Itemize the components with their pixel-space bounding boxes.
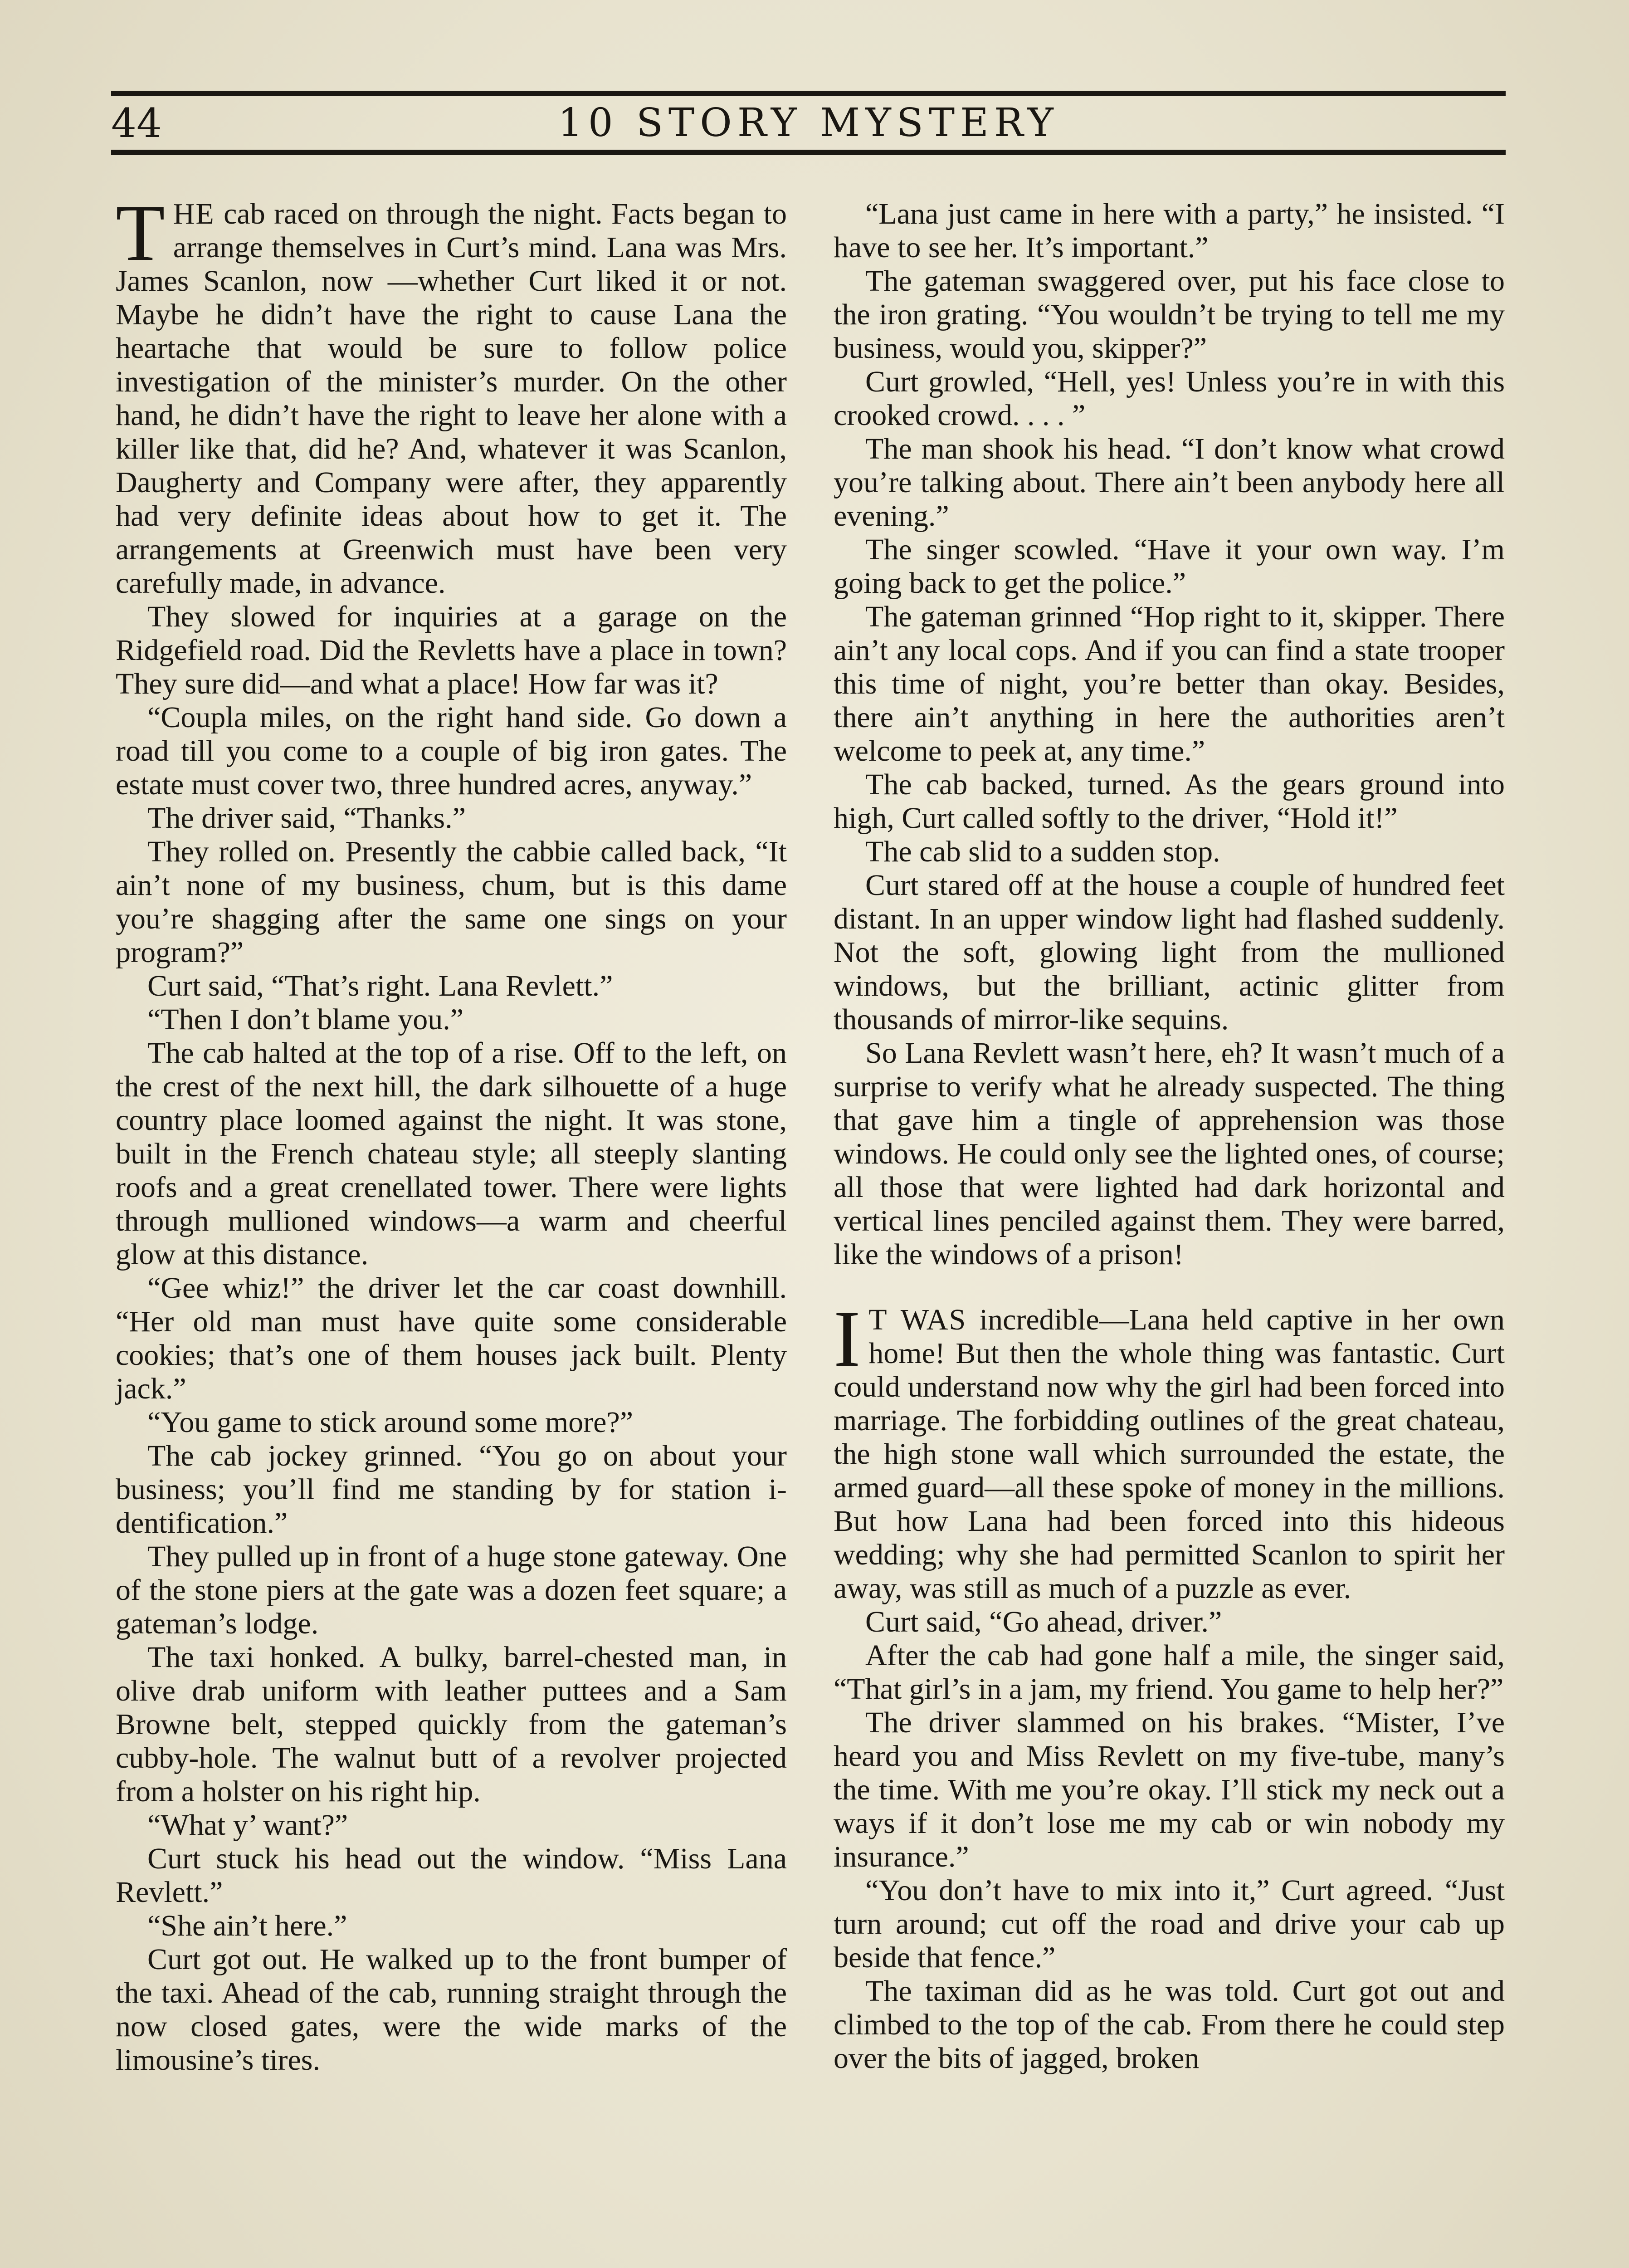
paragraph: “She ain’t here.” (147, 1909, 347, 1942)
paragraph: The cab slid to a sudden stop. (865, 835, 1220, 868)
header-bottom-rule (111, 150, 1506, 155)
paragraph: The driver said, “Thanks.” (147, 802, 466, 835)
paragraph: So Lana Revlett wasn’t here, eh? It wasn’t much of a surprise to verify what he already suspected. The thing that gave him a tingle of apprehension was those windows. He could only see the lighted ones, of course; all those that were lighted had dark horizontal and vertical lines penciled against them. They were barred, like the windows of a prison! (834, 1036, 1505, 1271)
paragraph: The driver slammed on his brakes. “Mister, I’ve heard you and Miss Revlett on my five-tube, many’s the time. With me you’re okay. I’ll stick my neck out a ways if it don’t lose me my cab or win nobody my insurance.” (834, 1706, 1505, 1873)
paragraph: The taxi honked. A bulky, barrel-chested man, in olive drab uniform with leather puttees and a Sam Browne belt, stepped quickly from the gateman’s cubby-hole. The walnut butt of a revolver projected from a holster on his right hip. (116, 1641, 787, 1808)
paragraph: “What y’ want?” (147, 1809, 348, 1842)
paragraph: The singer scowled. “Have it your own way. I’m going back to get the police.” (834, 533, 1505, 600)
header-top-rule (111, 91, 1506, 96)
paragraph: Curt said, “That’s right. Lana Revlett.” (147, 969, 613, 1002)
paragraph: “Coupla miles, on the right hand side. Go down a road till you come to a couple of big iron gates. The estate must cover two, three hundred acres, anyway.” (116, 701, 787, 801)
left-column (116, 188, 787, 2077)
right-column (834, 197, 1505, 2075)
paragraph: The man shook his head. “I don’t know what crowd you’re talking about. There ain’t been anybody here all evening.” (834, 432, 1505, 533)
paragraph: Curt stared off at the house a couple of hundred feet distant. In an upper window light had flashed suddenly. Not the soft, glowing light from the mullioned windows, but the brilliant, actinic glitter from thousands of mirror-like sequins. (834, 869, 1505, 1036)
paragraph: Curt said, “Go ahead, driver.” (865, 1605, 1222, 1638)
paragraph: The cab backed, turned. As the gears ground into high, Curt called softly to the driver, “Hold it!” (834, 768, 1505, 835)
paragraph: The cab halted at the top of a rise. Off to the left, on the crest of the next hill, the dark silhouette of a huge country place loomed against the night. It was stone, built in the French chateau style; all steeply slanting roofs and a great crenellated tower. There were lights through mullioned windows—a warm and cheerful glow at this distance. (116, 1036, 787, 1271)
paragraph: The gateman swaggered over, put his face close to the iron grating. “You wouldn’t be trying to tell me my business, would you, skipper?” (834, 264, 1505, 365)
paragraph: The taximan did as he was told. Curt got out and climbed to the top of the cab. From there he could step over the bits of jagged, broken (834, 1975, 1505, 2075)
section-drop-cap: I (834, 1294, 861, 1383)
paragraph: They pulled up in front of a huge stone gateway. One of the stone piers at the gate was a dozen feet square; a gateman’s lodge. (116, 1540, 787, 1640)
paragraph: Curt stuck his head out the window. “Miss Lana Revlett.” (116, 1842, 787, 1909)
drop-cap: T (116, 188, 165, 278)
paragraph: Curt got out. He walked up to the front bumper of the taxi. Ahead of the cab, running straight through the now closed gates, were the wide marks of the limousine’s tires. (116, 1943, 787, 2077)
paragraph: “Lana just came in here with a party,” he insisted. “I have to see her. It’s important.” (834, 197, 1505, 264)
paragraph-text: incredible—Lana held captive in her own home! But then the whole thing was fantastic. Curt could understand now why the girl had been forced into marriage. The forbidding outlines of the great chateau, the high stone wall which surrounded the estate, the armed guard—all these spoke of money in the millions. But how Lana had been forced into this hideous wedding; why she had permitted Scanlon to spirit her away, was still as much of a puzzle as ever. (834, 1303, 1505, 1605)
paragraph: The gateman grinned “Hop right to it, skipper. There ain’t any local cops. And if you can find a state trooper this time of night, you’re better than okay. Besides, there ain’t anything in here the authorities aren’t welcome to peek at, any time.” (834, 600, 1505, 767)
paragraph: After the cab had gone half a mile, the singer said, “That girl’s in a jam, my friend. You game to help her?” (834, 1639, 1505, 1706)
opening-paragraph (116, 188, 787, 600)
paragraph: They slowed for inquiries at a garage on the Ridgefield road. Did the Revletts have a place in town? They sure did—and what a place! How far was it? (116, 600, 787, 700)
paragraph: They rolled on. Presently the cabbie called back, “It ain’t none of my business, chum, but is this dame you’re shagging after the same one sings on your program?” (116, 835, 787, 969)
paragraph: “You game to stick around some more?” (147, 1406, 634, 1439)
paragraph: Curt growled, “Hell, yes! Unless you’re in with this crooked crowd. . . . ” (834, 365, 1505, 432)
opening-caps: HE (173, 197, 215, 230)
paragraph: “Then I don’t blame you.” (147, 1003, 464, 1036)
paragraph: The cab jockey grinned. “You go on about your business; you’ll find me standing by for station i-dentification.” (116, 1439, 787, 1540)
paragraph-text: cab raced on through the night. Facts began to arrange themselves in Curt’s mind. Lana was Mrs. James Scanlon, now —whether Curt liked it or not. Maybe he didn’t have the right to cause Lana the heartache that would be sure to follow police investigation of the minister’s murder. On the other hand, he didn’t have the right to leave her alone with a killer like that, did he? And, whatever it was Scanlon, Daugherty and Company were after, they apparently had very definite ideas about how to get it. The arrangements at Greenwich must have been very carefully made, in advance. (116, 197, 787, 600)
section-opening-caps: T WAS (868, 1303, 967, 1336)
running-header (111, 96, 1506, 150)
page-number: 44 (111, 99, 162, 147)
paragraph: “Gee whiz!” the driver let the car coast downhill. “Her old man must have quite some considerable cookies; that’s one of them houses jack built. Plenty jack.” (116, 1271, 787, 1405)
paragraph: “You don’t have to mix into it,” Curt agreed. “Just turn around; cut off the road and drive your cab up beside that fence.” (834, 1874, 1505, 1974)
magazine-title: 10 STORY MYSTERY (558, 100, 1059, 146)
section-opening-paragraph (834, 1294, 1505, 1605)
